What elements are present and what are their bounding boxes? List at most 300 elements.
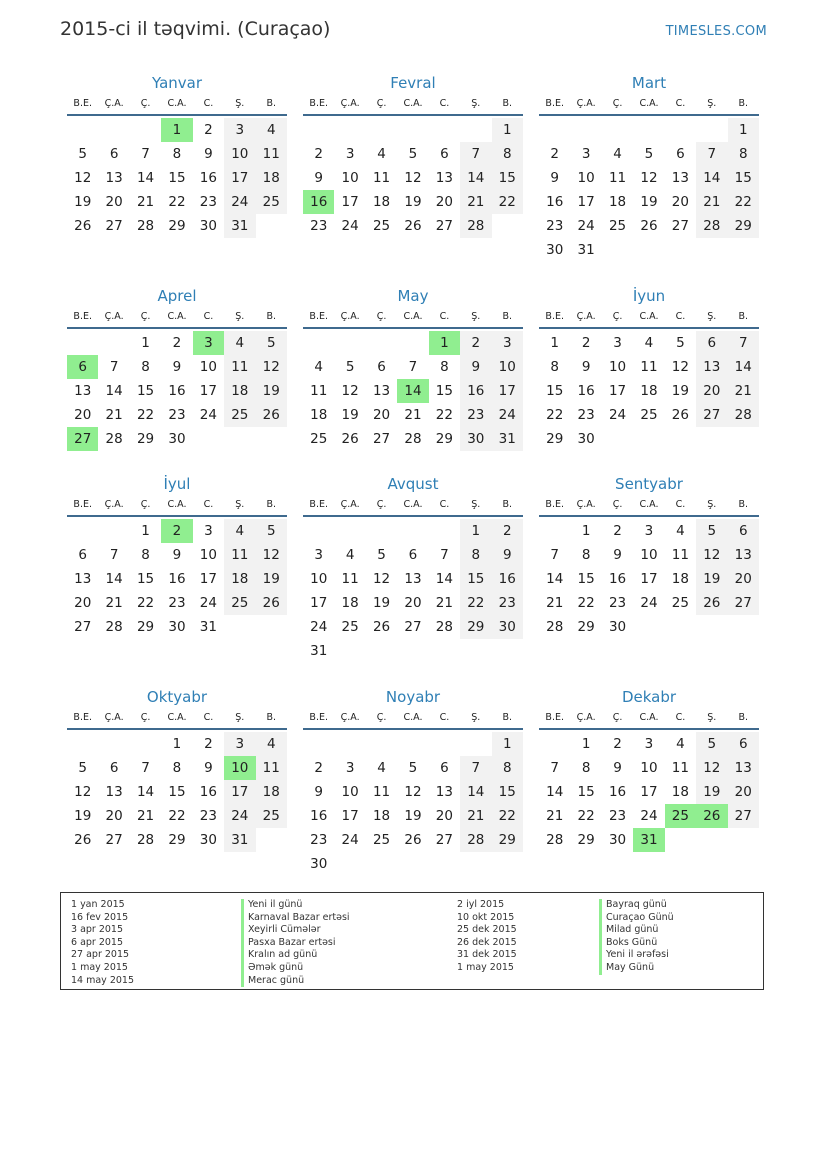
holiday-names-right <box>599 899 674 975</box>
empty-cell <box>429 118 460 142</box>
holiday-name: Əmək günü <box>241 962 350 975</box>
weekday-label: Ş. <box>471 499 481 510</box>
day-cell: 23 <box>608 808 627 824</box>
empty-cell <box>460 639 491 663</box>
day-cell: 2 <box>204 736 213 752</box>
day-cell: 15 <box>136 571 155 587</box>
month-11 <box>303 686 523 876</box>
weekday-label: C. <box>675 712 686 723</box>
day-cell: 5 <box>696 519 727 543</box>
day-cell: 22 <box>546 407 564 423</box>
holiday-name: Pasxa Bazar ertəsi <box>241 937 350 950</box>
day-cell: 16 <box>546 194 564 210</box>
day-cell: 25 <box>640 407 658 423</box>
weekday-label: C. <box>439 98 450 109</box>
day-cell: 14 <box>546 784 564 800</box>
day-cell: 21 <box>546 595 564 611</box>
empty-cell <box>460 852 491 876</box>
weekday-label: Ç.A. <box>576 311 596 322</box>
empty-cell <box>728 427 759 451</box>
day-cell: 25 <box>372 218 391 234</box>
empty-cell <box>366 732 397 756</box>
day-cell: 17 <box>608 383 627 399</box>
empty-cell <box>696 615 727 639</box>
day-cell: 21 <box>105 595 123 611</box>
day-cell: 8 <box>492 142 523 166</box>
day-cell: 20 <box>372 407 391 423</box>
day-cell: 26 <box>696 591 727 615</box>
day-cell: 6 <box>78 547 87 563</box>
day-cell: 18 <box>256 780 287 804</box>
day-cell: 13 <box>728 756 759 780</box>
weekday-label: C. <box>439 712 450 723</box>
brand-link[interactable]: TIMESLES.COM <box>665 24 767 39</box>
empty-cell <box>303 732 334 756</box>
weekday-label: Ş. <box>471 98 481 109</box>
day-cell: 6 <box>728 519 759 543</box>
day-cell: 27 <box>372 431 391 447</box>
day-cell: 26 <box>256 591 287 615</box>
day-cell: 19 <box>696 567 727 591</box>
day-cell: 1 <box>492 118 523 142</box>
day-cell: 18 <box>310 407 328 423</box>
day-cell: 18 <box>372 194 391 210</box>
weekday-label: Ş. <box>707 712 717 723</box>
empty-cell <box>429 852 460 876</box>
day-cell: 8 <box>440 359 449 375</box>
month-name: Noyabr <box>385 688 441 706</box>
day-cell: 30 <box>199 218 217 234</box>
day-cell: 16 <box>168 571 186 587</box>
day-cell: 25 <box>224 403 255 427</box>
day-cell: 11 <box>341 571 359 587</box>
day-cell: 28 <box>696 214 727 238</box>
empty-cell <box>728 615 759 639</box>
day-cell: 2 <box>314 760 323 776</box>
day-grid <box>67 732 287 852</box>
day-cell: 16 <box>577 383 595 399</box>
day-cell: 1 <box>172 736 182 752</box>
day-cell: 6 <box>676 146 685 162</box>
day-cell: 21 <box>105 407 123 423</box>
day-cell: 11 <box>372 784 391 800</box>
day-cell: 9 <box>314 784 323 800</box>
month-3 <box>539 72 759 262</box>
day-cell: 5 <box>377 547 386 563</box>
day-cell: 15 <box>136 383 155 399</box>
day-cell: 20 <box>671 194 689 210</box>
empty-cell <box>696 427 727 451</box>
month-name: Oktyabr <box>146 688 208 706</box>
weekday-header <box>539 495 759 517</box>
weekday-header <box>303 307 523 329</box>
day-cell: 1 <box>141 523 150 539</box>
empty-cell <box>728 238 759 262</box>
day-cell: 12 <box>256 543 287 567</box>
weekday-header <box>539 708 759 730</box>
day-cell: 9 <box>204 146 213 162</box>
day-cell: 27 <box>105 832 123 848</box>
day-cell: 4 <box>256 118 287 142</box>
day-cell: 23 <box>608 595 627 611</box>
empty-cell <box>429 732 460 756</box>
day-cell: 31 <box>310 643 328 659</box>
weekday-label: C. <box>203 98 214 109</box>
day-cell: 10 <box>199 547 217 563</box>
weekday-label: B. <box>266 98 277 109</box>
day-cell: 27 <box>105 218 123 234</box>
day-cell: 23 <box>168 595 186 611</box>
day-cell: 3 <box>644 523 654 539</box>
day-cell: 19 <box>696 780 727 804</box>
holiday-date: 26 dek 2015 <box>457 936 517 948</box>
day-cell: 2 <box>492 519 523 543</box>
empty-cell <box>98 519 129 543</box>
weekday-label: C.A. <box>403 712 423 723</box>
empty-cell <box>366 331 397 355</box>
weekday-label: Ç. <box>376 712 387 723</box>
weekday-label: C. <box>439 499 450 510</box>
day-cell: 22 <box>136 407 155 423</box>
day-cell: 25 <box>256 804 287 828</box>
weekday-label: C. <box>675 98 686 109</box>
weekday-label: Ç. <box>376 499 387 510</box>
day-cell: 21 <box>404 407 422 423</box>
day-grid <box>539 732 759 852</box>
day-grid <box>67 519 287 639</box>
month-name: Yanvar <box>151 74 203 92</box>
weekday-label: Ş. <box>235 311 245 322</box>
weekday-label: B. <box>502 499 513 510</box>
day-grid <box>539 118 759 262</box>
weekday-label: B.E. <box>545 712 564 723</box>
month-4 <box>67 285 287 451</box>
empty-cell <box>366 852 397 876</box>
day-cell: 19 <box>256 567 287 591</box>
day-cell: 17 <box>199 571 217 587</box>
empty-cell <box>539 732 570 756</box>
day-cell: 13 <box>435 784 453 800</box>
weekday-label: Ş. <box>707 311 717 322</box>
day-cell: 28 <box>546 619 564 635</box>
day-cell: 17 <box>341 808 359 824</box>
day-cell: 2 <box>314 146 323 162</box>
day-cell: 29 <box>492 828 523 852</box>
empty-cell <box>366 118 397 142</box>
holiday-date: 27 apr 2015 <box>71 949 130 961</box>
day-cell: 20 <box>435 194 453 210</box>
day-cell: 17 <box>640 571 658 587</box>
weekday-label: Ç.A. <box>576 499 596 510</box>
weekday-label: B.E. <box>545 499 564 510</box>
day-cell: 13 <box>435 170 453 186</box>
empty-cell <box>98 331 129 355</box>
empty-cell <box>570 118 601 142</box>
day-cell: 11 <box>224 543 255 567</box>
day-cell: 17 <box>577 194 595 210</box>
day-cell: 8 <box>581 547 591 563</box>
empty-cell <box>67 732 98 756</box>
day-cell: 25 <box>608 218 627 234</box>
day-cell: 2 <box>460 331 491 355</box>
holiday-date: 10 okt 2015 <box>457 911 515 923</box>
day-cell: 29 <box>460 615 491 639</box>
day-cell: 23 <box>577 407 595 423</box>
weekday-label: Ç. <box>140 499 151 510</box>
empty-cell <box>602 238 633 262</box>
day-cell: 30 <box>460 427 491 451</box>
empty-cell <box>193 427 224 451</box>
day-cell: 26 <box>74 832 92 848</box>
day-cell: 23 <box>460 403 491 427</box>
day-cell: 17 <box>224 780 255 804</box>
empty-cell <box>98 732 129 756</box>
day-cell: 6 <box>67 355 98 379</box>
empty-cell <box>665 238 696 262</box>
month-5 <box>303 285 523 451</box>
day-cell: 17 <box>341 194 359 210</box>
day-cell: 22 <box>168 808 186 824</box>
day-cell: 12 <box>404 170 422 186</box>
day-cell: 23 <box>310 832 328 848</box>
empty-cell <box>633 238 664 262</box>
day-cell: 26 <box>256 403 287 427</box>
day-cell: 8 <box>728 142 759 166</box>
day-cell: 26 <box>404 218 422 234</box>
day-cell: 30 <box>577 431 595 447</box>
holiday-dates-left <box>71 899 134 987</box>
weekday-label: Ç.A. <box>340 499 360 510</box>
day-cell: 4 <box>676 523 685 539</box>
day-cell: 28 <box>460 214 491 238</box>
weekday-label: Ş. <box>471 712 481 723</box>
day-cell: 15 <box>492 166 523 190</box>
day-grid <box>303 519 523 663</box>
weekday-label: Ç.A. <box>340 712 360 723</box>
day-grid <box>303 732 523 876</box>
day-cell: 24 <box>640 808 658 824</box>
empty-cell <box>492 214 523 238</box>
day-cell: 24 <box>199 595 217 611</box>
day-cell: 14 <box>136 170 155 186</box>
day-cell: 6 <box>440 760 449 776</box>
weekday-label: C.A. <box>167 98 187 109</box>
day-cell: 18 <box>640 383 658 399</box>
day-cell: 24 <box>341 832 359 848</box>
day-cell: 26 <box>341 431 359 447</box>
day-cell: 12 <box>640 170 658 186</box>
day-cell: 20 <box>74 595 92 611</box>
day-cell: 26 <box>372 619 391 635</box>
weekday-label: C. <box>675 499 686 510</box>
day-cell: 8 <box>581 760 591 776</box>
holiday-date: 1 yan 2015 <box>71 899 125 910</box>
day-cell: 1 <box>581 523 591 539</box>
day-cell: 3 <box>345 760 355 776</box>
weekday-label: C.A. <box>403 98 423 109</box>
day-cell: 3 <box>345 146 355 162</box>
day-cell: 14 <box>397 379 428 403</box>
day-cell: 6 <box>696 331 727 355</box>
weekday-label: B.E. <box>545 311 564 322</box>
day-cell: 7 <box>696 142 727 166</box>
day-cell: 14 <box>460 166 491 190</box>
day-cell: 20 <box>404 595 422 611</box>
weekday-label: Ç.A. <box>340 98 360 109</box>
day-cell: 3 <box>581 146 591 162</box>
day-cell: 30 <box>546 242 564 258</box>
empty-cell <box>633 118 664 142</box>
day-cell: 21 <box>460 804 491 828</box>
holiday-name: Yeni il günü <box>241 899 350 912</box>
day-cell: 23 <box>168 407 186 423</box>
day-cell: 4 <box>377 146 386 162</box>
weekday-label: B.E. <box>545 98 564 109</box>
day-cell: 8 <box>460 543 491 567</box>
day-cell: 21 <box>696 190 727 214</box>
day-cell: 3 <box>492 331 523 355</box>
day-cell: 29 <box>136 619 155 635</box>
day-cell: 10 <box>199 359 217 375</box>
day-cell: 10 <box>341 170 359 186</box>
day-cell: 14 <box>460 780 491 804</box>
weekday-label: C.A. <box>167 311 187 322</box>
month-name: Dekabr <box>621 688 677 706</box>
day-cell: 1 <box>161 118 192 142</box>
day-cell: 27 <box>435 832 453 848</box>
day-cell: 24 <box>640 595 658 611</box>
day-cell: 1 <box>492 732 523 756</box>
weekday-label: Ç.A. <box>104 499 124 510</box>
day-cell: 16 <box>492 567 523 591</box>
day-cell: 17 <box>310 595 328 611</box>
empty-cell <box>130 732 161 756</box>
day-cell: 12 <box>341 383 359 399</box>
day-cell: 19 <box>404 194 422 210</box>
day-cell: 2 <box>172 335 182 351</box>
day-cell: 23 <box>199 808 217 824</box>
empty-cell <box>366 519 397 543</box>
day-cell: 3 <box>204 523 213 539</box>
day-cell: 27 <box>74 619 92 635</box>
weekday-label: Ç. <box>612 712 623 723</box>
holiday-date: 3 apr 2015 <box>71 924 124 936</box>
day-cell: 16 <box>608 784 627 800</box>
day-cell: 22 <box>577 808 595 824</box>
day-cell: 13 <box>105 784 123 800</box>
day-cell: 15 <box>577 784 595 800</box>
day-cell: 10 <box>310 571 328 587</box>
day-cell: 19 <box>404 808 422 824</box>
weekday-label: C.A. <box>639 499 659 510</box>
day-cell: 7 <box>550 760 559 776</box>
weekday-label: B.E. <box>73 499 92 510</box>
day-cell: 26 <box>74 218 92 234</box>
day-cell: 19 <box>671 383 689 399</box>
day-cell: 9 <box>613 547 622 563</box>
weekday-label: Ç. <box>612 499 623 510</box>
weekday-label: Ç.A. <box>104 98 124 109</box>
month-name: İyul <box>163 475 191 493</box>
day-cell: 15 <box>168 170 186 186</box>
day-cell: 5 <box>345 359 355 375</box>
month-2 <box>303 72 523 238</box>
day-cell: 15 <box>168 784 186 800</box>
day-cell: 5 <box>676 335 685 351</box>
day-cell: 14 <box>105 571 123 587</box>
holiday-name: Bayraq günü <box>599 899 674 912</box>
day-cell: 24 <box>608 407 627 423</box>
holiday-date: 14 may 2015 <box>71 974 135 986</box>
empty-cell <box>67 331 98 355</box>
day-cell: 11 <box>640 359 658 375</box>
day-cell: 12 <box>372 571 391 587</box>
day-cell: 4 <box>644 335 654 351</box>
day-cell: 7 <box>141 760 150 776</box>
empty-cell <box>303 118 334 142</box>
day-cell: 29 <box>435 431 453 447</box>
day-cell: 16 <box>608 571 627 587</box>
day-cell: 31 <box>633 828 664 852</box>
empty-cell <box>334 118 365 142</box>
day-cell: 27 <box>404 619 422 635</box>
empty-cell <box>539 118 570 142</box>
weekday-label: C. <box>675 311 686 322</box>
day-cell: 5 <box>408 146 418 162</box>
holiday-date: 2 iyl 2015 <box>457 899 505 910</box>
weekday-label: Ş. <box>235 98 245 109</box>
day-cell: 10 <box>224 756 255 780</box>
month-10 <box>67 686 287 852</box>
day-cell: 3 <box>644 736 654 752</box>
day-cell: 24 <box>492 403 523 427</box>
day-cell: 6 <box>377 359 386 375</box>
day-cell: 10 <box>608 359 627 375</box>
day-cell: 7 <box>141 146 150 162</box>
month-8 <box>303 473 523 663</box>
day-cell: 6 <box>109 760 119 776</box>
day-cell: 5 <box>78 760 87 776</box>
empty-cell <box>602 427 633 451</box>
weekday-header <box>539 94 759 116</box>
empty-cell <box>130 118 161 142</box>
holiday-name: Milad günü <box>599 924 674 937</box>
day-cell: 12 <box>256 355 287 379</box>
day-cell: 1 <box>550 335 559 351</box>
day-cell: 31 <box>492 427 523 451</box>
weekday-header <box>67 708 287 730</box>
day-cell: 7 <box>460 756 491 780</box>
empty-cell <box>224 427 255 451</box>
day-cell: 26 <box>671 407 689 423</box>
day-cell: 17 <box>199 383 217 399</box>
day-cell: 1 <box>141 335 150 351</box>
day-cell: 21 <box>546 808 564 824</box>
weekday-label: B.E. <box>309 499 328 510</box>
day-cell: 15 <box>492 780 523 804</box>
day-grid <box>539 331 759 451</box>
day-cell: 11 <box>256 142 287 166</box>
day-cell: 10 <box>341 784 359 800</box>
day-cell: 19 <box>341 407 359 423</box>
weekday-header <box>303 94 523 116</box>
empty-cell <box>696 118 727 142</box>
day-cell: 5 <box>78 146 87 162</box>
day-cell: 18 <box>341 595 359 611</box>
empty-cell <box>224 615 255 639</box>
weekday-label: C.A. <box>639 712 659 723</box>
weekday-label: Ç.A. <box>104 712 124 723</box>
